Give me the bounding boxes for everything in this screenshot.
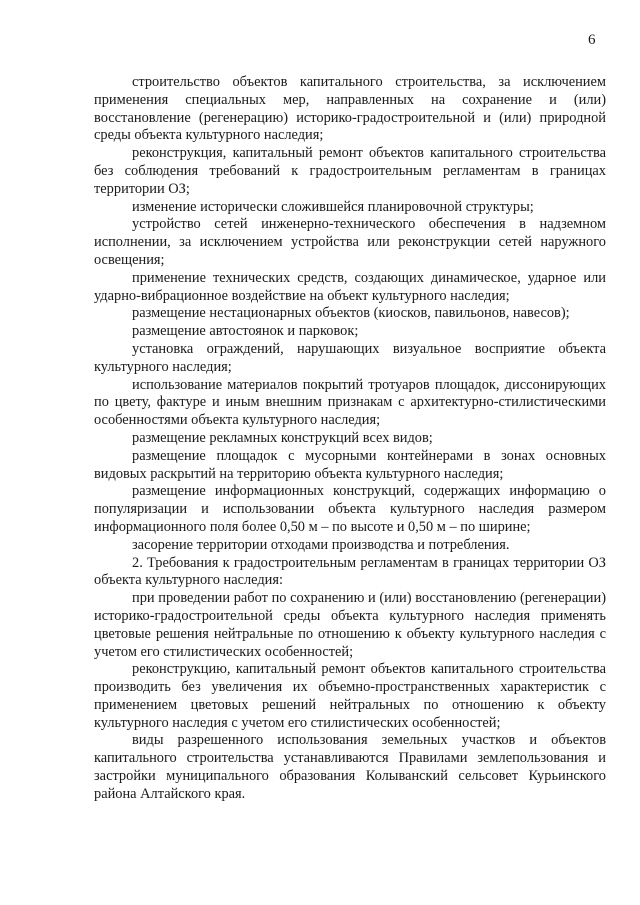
paragraph: реконструкция, капитальный ремонт объектов капитального строительства без соблюдения требований к градостроительным регламентам в границах территории ОЗ; xyxy=(94,145,606,197)
paragraph: использование материалов покрытий тротуаров площадок, диссонирующих по цвету, фактуре и иным внешним признакам с архитектурно-стилистическими особенностями объекта культурного наследия; xyxy=(94,376,606,429)
paragraph: размещение информационных конструкций, содержащих информацию о популяризации и использовании объекта культурного наследия размером информационного поля более 0,50 м – по высоте и 0,50 м – по ширине; xyxy=(94,483,606,535)
paragraph: строительство объектов капитального строительства, за исключением применения специальных мер, направленных на сохранение и (или) восстановление (регенерацию) историко-градостроительной и (или) природной среды объекта культурного наследия; xyxy=(94,74,606,144)
paragraph: размещение нестационарных объектов (киосков, павильонов, навесов); xyxy=(132,305,570,322)
section-heading: 2. Требования к градостроительным регламентам в границах территории ОЗ объекта культурного наследия: xyxy=(94,554,606,589)
document-body xyxy=(94,74,606,804)
paragraph: устройство сетей инженерно-технического обеспечения в надземном исполнении, за исключением устройства или реконструкции сетей наружного освещения; xyxy=(94,216,606,268)
paragraph: реконструкцию, капитальный ремонт объектов капитального строительства производить без увеличения их объемно-пространственных характеристик с применением цветовых решений нейтральных по отношению к объекту культурного наследия с учетом его стилистических особенностей; xyxy=(94,661,606,731)
paragraph: установка ограждений, нарушающих визуальное восприятие объекта культурного наследия; xyxy=(94,340,606,375)
page-number: 6 xyxy=(588,32,596,48)
paragraph: виды разрешенного использования земельных участков и объектов капитального строительства устанавливаются Правилами землепользования и застройки муниципального образования Колыванский сельсовет Курьинского района Алтайского края. xyxy=(94,732,606,802)
paragraph: размещение площадок с мусорными контейнерами в зонах основных видовых раскрытий на территорию объекта культурного наследия; xyxy=(94,447,606,482)
paragraph: размещение автостоянок и парковок; xyxy=(132,323,359,340)
paragraph: засорение территории отходами производства и потребления. xyxy=(132,536,510,553)
paragraph: при проведении работ по сохранению и (или) восстановлению (регенерации) историко-градостроительной среды объекта культурного наследия применять цветовые решения нейтральные по отношению к объекту культурного наследия с учетом его стилистических особенностей; xyxy=(94,590,606,660)
paragraph: применение технических средств, создающих динамическое, ударное или ударно-вибрационное воздействие на объект культурного наследия; xyxy=(94,269,606,304)
paragraph: размещение рекламных конструкций всех видов; xyxy=(132,429,433,446)
paragraph: изменение исторически сложившейся планировочной структуры; xyxy=(132,198,534,215)
